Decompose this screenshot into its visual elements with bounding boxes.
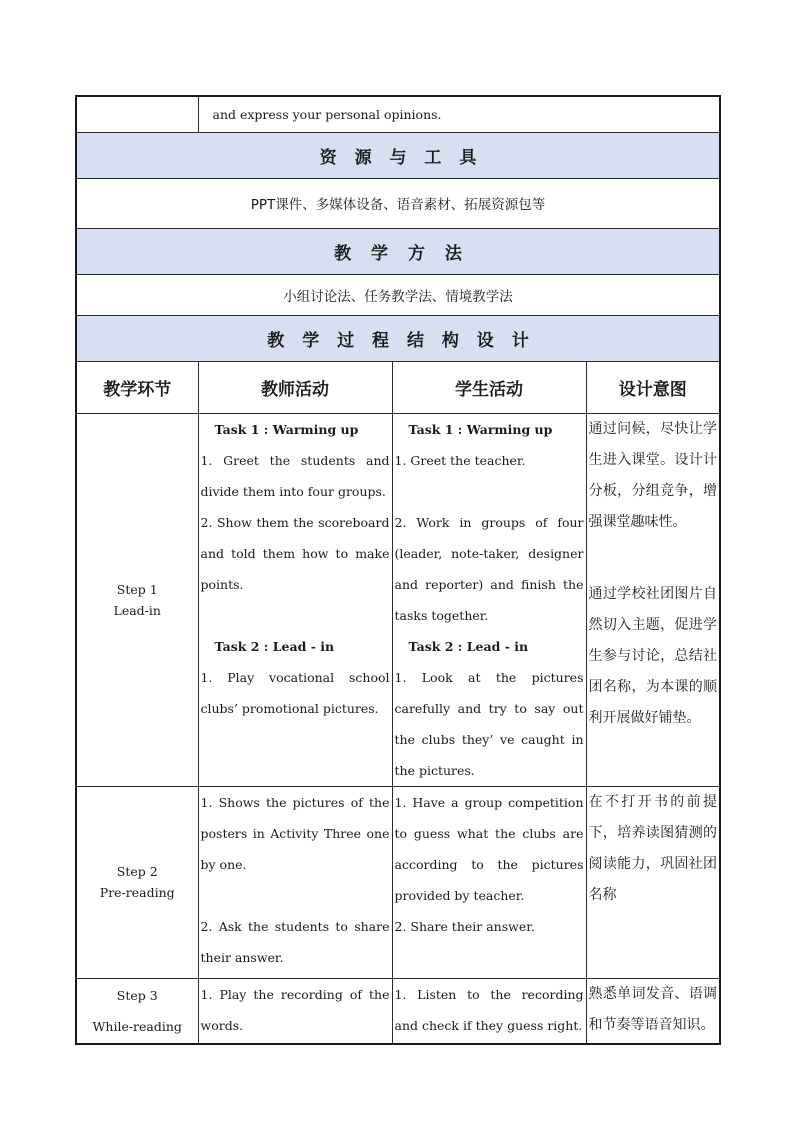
- step2-intent: 在不打开书的前提下，培养读图猜测的阅读能力，巩固社团名称: [588, 793, 718, 903]
- step1-name: Step 1: [116, 581, 158, 597]
- lesson-plan-table: [75, 95, 721, 1045]
- resources-title: 资 源 与 工 具: [319, 147, 477, 168]
- step2-student-activity-2: 2. Share their answer.: [394, 918, 535, 934]
- step3-stage: While-reading: [92, 1018, 182, 1034]
- step3-row: [76, 978, 720, 1044]
- column-header-intent: 设计意图: [586, 361, 720, 413]
- column-header-teacher: 教师活动: [198, 361, 392, 413]
- column-header-stage: 教学环节: [76, 361, 198, 413]
- step1-stage: Lead-in: [113, 602, 161, 618]
- step3-name: Step 3: [116, 987, 158, 1003]
- step1-label-cell: [76, 413, 198, 786]
- step2-label-cell: [76, 786, 198, 978]
- step1-student-task2-title: Task 2 : Lead - in: [408, 638, 529, 654]
- step1-student-activity-3: 1. Look at the pictures carefully and try to say out the clubs they’ ve caught in the pictures.: [394, 669, 584, 778]
- step1-student-cell: [392, 413, 586, 786]
- top-row-empty-cell: [76, 96, 198, 132]
- step1-teacher-activity-3: 1. Play vocational school clubs’ promotional pictures.: [200, 669, 390, 716]
- top-row-text: and express your personal opinions.: [198, 96, 720, 132]
- step3-student-activity-1: 1. Listen to the recording and check if they guess right.: [394, 986, 584, 1033]
- methods-title: 教 学 方 法: [334, 243, 462, 264]
- step1-row: [76, 413, 720, 786]
- process-heading: [76, 315, 720, 361]
- step2-teacher-activity-1: 1. Shows the pictures of the posters in Activity Three one by one.: [200, 794, 390, 872]
- step3-intent: 熟悉单词发音、语调和节奏等语音知识。: [588, 985, 718, 1033]
- column-header-student: 学生活动: [392, 361, 586, 413]
- step1-student-task1-title: Task 1 : Warming up: [408, 421, 553, 437]
- step2-student-activity-1: 1. Have a group competition to guess what the clubs are according to the pictures provided by teacher.: [394, 794, 584, 903]
- step1-task2-title: Task 2 : Lead - in: [214, 638, 335, 654]
- process-title: 教 学 过 程 结 构 设 计: [267, 330, 529, 351]
- step1-intent-2: 通过学校社团图片自然切入主题，促进学生参与讨论，总结社团名称，为本课的顺利开展做好铺垫。: [588, 585, 718, 726]
- step3-teacher-cell: [198, 978, 392, 1044]
- step2-name: Step 2: [116, 864, 158, 879]
- step1-student-activity-2: 2. Work in groups of four (leader, note-taker, designer and reporter) and finish the tasks together.: [394, 514, 584, 623]
- column-header-row: [76, 361, 720, 413]
- step3-label-cell: [76, 978, 198, 1044]
- step1-teacher-activity-2: 2. Show them the scoreboard and told them how to make points.: [200, 514, 390, 592]
- resources-content: PPT课件、多媒体设备、语音素材、拓展资源包等: [76, 178, 720, 228]
- step2-student-cell: [392, 786, 586, 978]
- methods-heading: [76, 228, 720, 274]
- top-row: [76, 96, 720, 132]
- step1-student-activity-1: 1. Greet the teacher.: [394, 452, 526, 468]
- step1-task1-title: Task 1 : Warming up: [214, 421, 359, 437]
- step1-intent-cell: [586, 413, 720, 786]
- step3-student-cell: [392, 978, 586, 1044]
- resources-heading: [76, 132, 720, 178]
- step2-stage: Pre-reading: [99, 885, 175, 900]
- step2-teacher-cell: [198, 786, 392, 978]
- step1-teacher-cell: [198, 413, 392, 786]
- step2-teacher-activity-2: 2. Ask the students to share their answer.: [200, 918, 390, 965]
- step2-intent-cell: [586, 786, 720, 978]
- step2-row: [76, 786, 720, 978]
- methods-content: 小组讨论法、任务教学法、情境教学法: [76, 274, 720, 315]
- step3-teacher-activity-1: 1. Play the recording of the words.: [200, 986, 390, 1033]
- step3-intent-cell: [586, 978, 720, 1044]
- step1-intent-1: 通过问候，尽快让学生进入课堂。设计计分板，分组竞争，增强课堂趣味性。: [588, 420, 718, 530]
- step1-teacher-activity-1: 1. Greet the students and divide them into four groups.: [200, 452, 390, 499]
